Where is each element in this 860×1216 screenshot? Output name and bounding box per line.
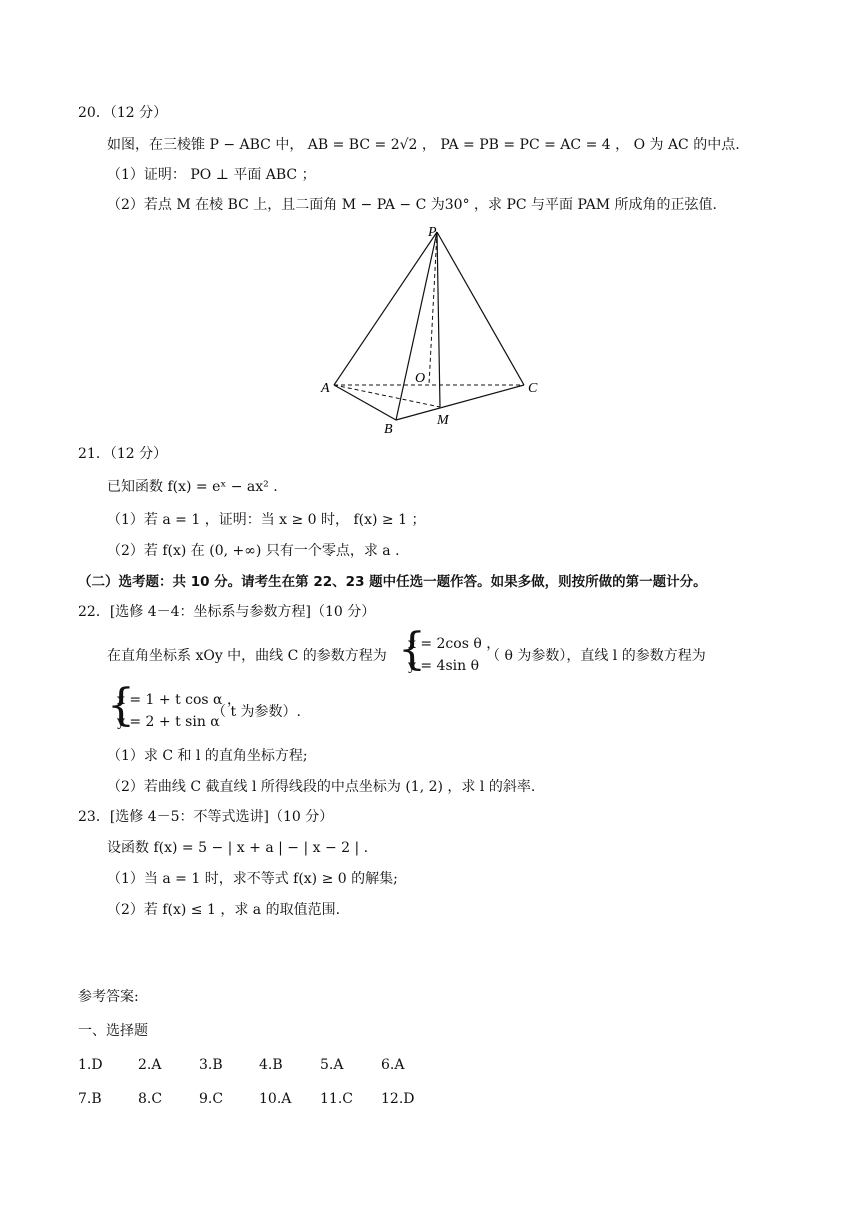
q22-stem-pre: 在直角坐标系 xOy 中，曲线 C 的参数方程为 (107, 648, 387, 664)
answer-item: 4.B (259, 1057, 283, 1073)
answer-item: 6.A (381, 1057, 405, 1073)
q20-part1: （1）证明： PO ⊥ 平面 ABC ； (107, 167, 316, 183)
q23-stem: 设函数 f(x) = 5 − | x + a | − | x − 2 | . (107, 840, 369, 856)
curve-y-eq: y = 4sin θ (408, 658, 480, 674)
label-B: B (384, 422, 393, 437)
edge-PM (437, 232, 440, 407)
section-2-heading: （二）选考题：共 10 分。请考生在第 22、23 题中任选一题作答。如果多做，则按所做的第一题计分。 (78, 574, 707, 590)
q20-part2: （2）若点 M 在棱 BC 上，且二面角 M − PA − C 为30° ，求 PC 与平面 PAM 所成角的正弦值. (107, 197, 717, 213)
answer-item: 12.D (381, 1091, 415, 1107)
pyramid-figure (310, 220, 560, 440)
left-brace-icon: { (107, 680, 135, 731)
answer-item: 3.B (199, 1057, 223, 1073)
q21-stem: 已知函数 f(x) = eˣ − ax² . (107, 479, 278, 495)
answers-title: 参考答案: (78, 989, 139, 1005)
line-y-eq: y = 2 + t sin α (117, 714, 220, 730)
left-brace-icon: { (398, 624, 426, 675)
answer-item: 5.A (320, 1057, 344, 1073)
edge-PC (437, 232, 524, 385)
edge-PO-dashed (429, 232, 437, 385)
label-C: C (528, 381, 538, 396)
line-x-eq: x = 1 + t cos α ， (117, 692, 241, 708)
q22-part1: （1）求 C 和 l 的直角坐标方程; (107, 748, 308, 764)
answer-item: 11.C (320, 1091, 353, 1107)
edge-PA (334, 232, 437, 385)
edge-AB (334, 385, 396, 420)
answer-item: 1.D (78, 1057, 103, 1073)
label-P: P (428, 225, 437, 240)
answer-item: 8.C (138, 1091, 163, 1107)
label-O: O (415, 371, 426, 386)
edge-AM-dashed (334, 385, 440, 407)
q20-header: 20．（12 分） (78, 105, 168, 121)
q22-stem-mid: （ θ 为参数），直线 l 的参数方程为 (486, 648, 706, 664)
answer-item: 9.C (199, 1091, 224, 1107)
edge-BC (396, 385, 524, 420)
answer-item: 7.B (78, 1091, 102, 1107)
label-A: A (321, 381, 330, 396)
q20-stem: 如图，在三棱锥 P − ABC 中， AB = BC = 2√2 ， PA = PB = PC = AC = 4 ， O 为 AC 的中点. (107, 137, 740, 153)
line-parametric-system (107, 680, 241, 734)
q23-part1: （1）当 a = 1 时，求不等式 f(x) ≥ 0 的解集; (107, 871, 398, 887)
q22-stem-post: （ t 为参数）. (212, 704, 301, 720)
q23-header: 23．[选修 4－5：不等式选讲]（10 分） (78, 809, 334, 825)
answer-item: 2.A (138, 1057, 162, 1073)
edge-PB (396, 232, 437, 420)
q22-part2: （2）若曲线 C 截直线 l 所得线段的中点坐标为 (1, 2) ，求 l 的斜率. (107, 779, 536, 795)
curve-x-eq: x = 2cos θ ， (408, 636, 501, 652)
q21-part2: （2）若 f(x) 在 (0, +∞) 只有一个零点，求 a . (107, 543, 400, 559)
q21-header: 21．（12 分） (78, 446, 168, 462)
label-M: M (437, 413, 449, 428)
q23-part2: （2）若 f(x) ≤ 1 ，求 a 的取值范围. (107, 902, 341, 918)
answers-section: 一、选择题 (78, 1023, 148, 1039)
curve-parametric-system (398, 624, 501, 678)
q21-part1: （1）若 a = 1 ，证明：当 x ≥ 0 时， f(x) ≥ 1 ； (107, 512, 426, 528)
answer-item: 10.A (259, 1091, 292, 1107)
q22-header: 22．[选修 4－4：坐标系与参数方程]（10 分） (78, 604, 376, 620)
